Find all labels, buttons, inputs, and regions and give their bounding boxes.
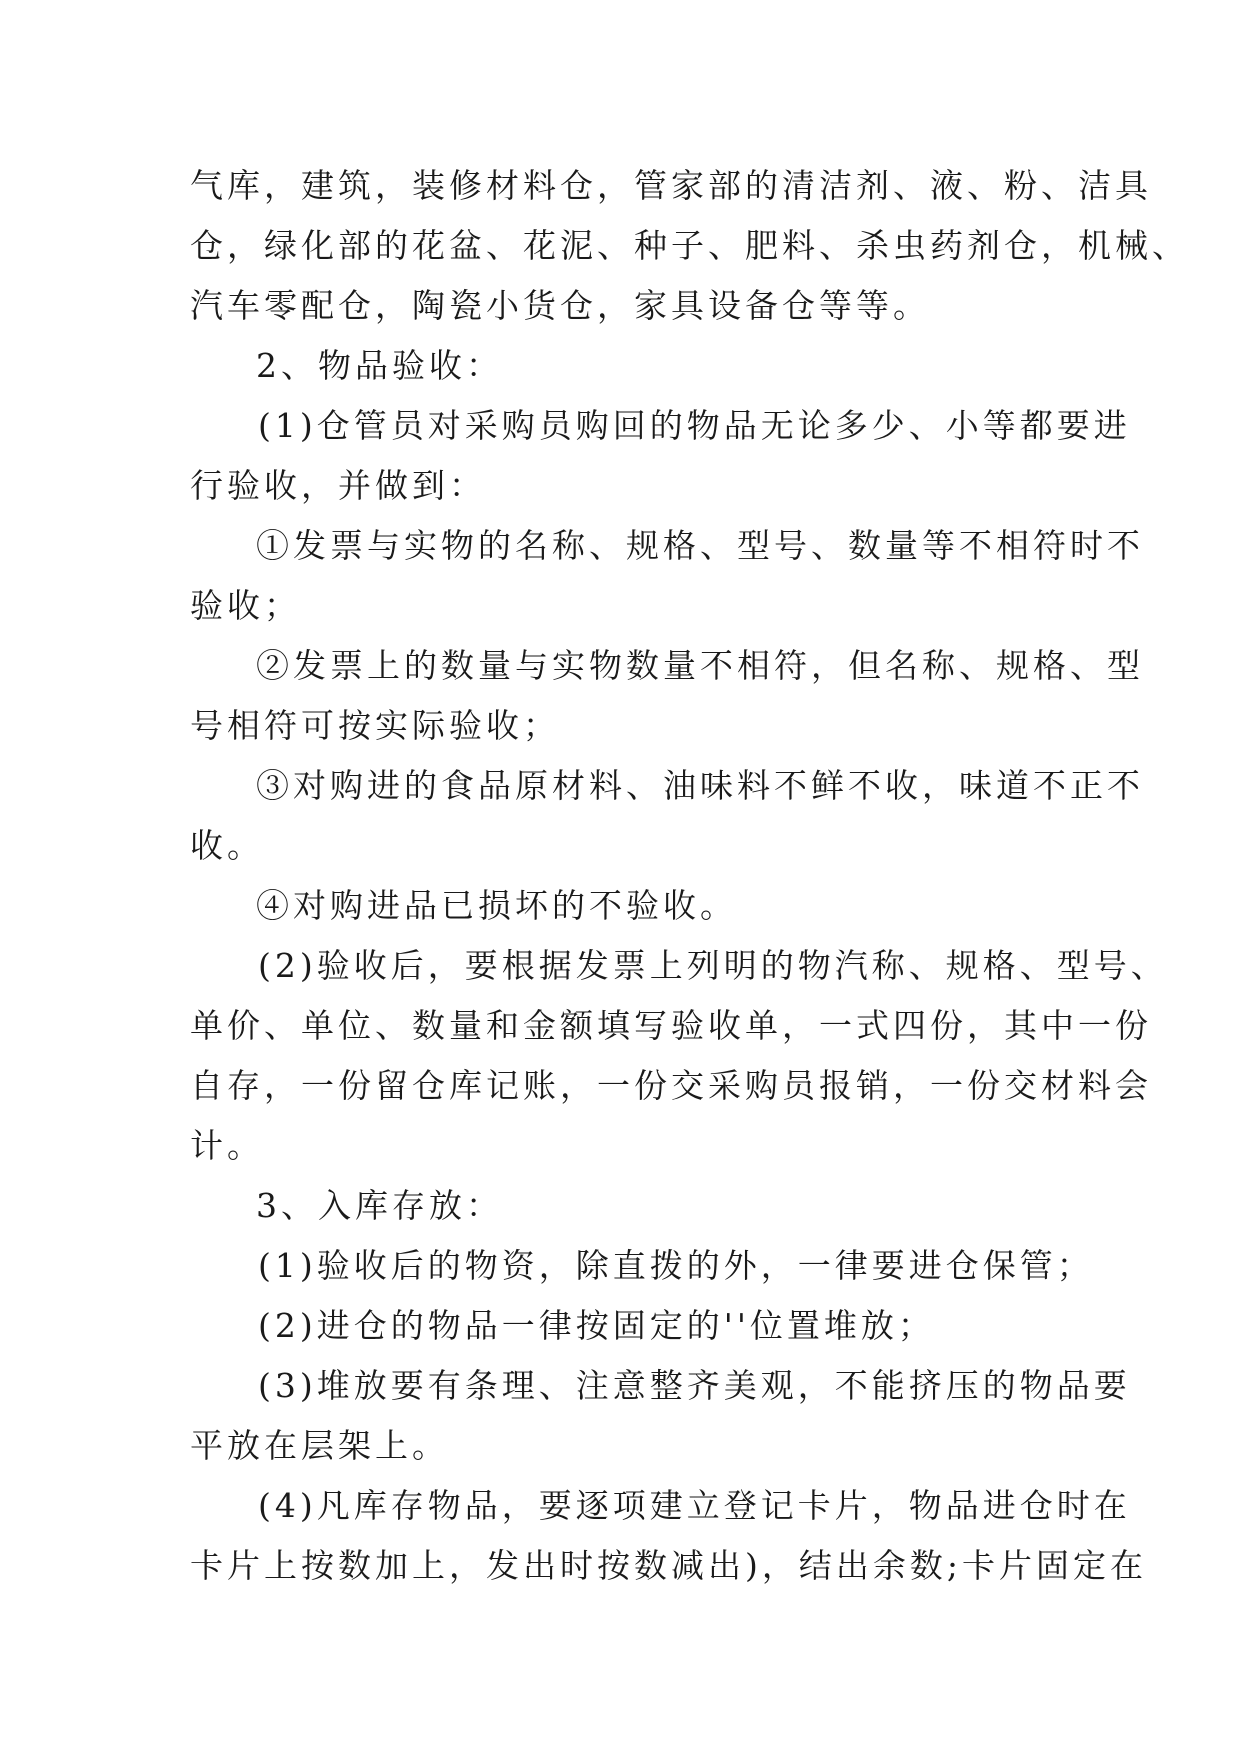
text-line: (1)仓管员对采购员购回的物品无论多少、小等都要进 (258, 406, 1131, 445)
text-line: ④对购进品已损坏的不验收。 (256, 886, 737, 925)
text-line: ①发票与实物的名称、规格、型号、数量等不相符时不 (256, 526, 1144, 565)
text-line: 号相符可按实际验收； (190, 706, 560, 745)
text-line: ②发票上的数量与实物数量不相符，但名称、规格、型 (256, 646, 1144, 685)
text-line: ③对购进的食品原材料、油味料不鲜不收，味道不正不 (256, 766, 1144, 805)
text-line: 卡片上按数加上，发出时按数减出)，结出余数;卡片固定在 (190, 1546, 1147, 1585)
text-line: 收。 (190, 826, 264, 865)
text-line: 自存，一份留仓库记账，一份交采购员报销，一份交材料会 (190, 1066, 1152, 1105)
text-line: 汽车零配仓，陶瓷小货仓，家具设备仓等等。 (190, 286, 930, 325)
section-heading: 2、物品验收： (256, 346, 503, 385)
document-body (190, 156, 1189, 1596)
text-line: (4)凡库存物品，要逐项建立登记卡片，物品进仓时在 (258, 1486, 1131, 1525)
text-line: 计。 (190, 1126, 264, 1165)
text-line: (3)堆放要有条理、注意整齐美观，不能挤压的物品要 (258, 1366, 1131, 1405)
text-line: (2)进仓的物品一律按固定的''位置堆放； (258, 1306, 935, 1345)
text-line: 平放在层架上。 (190, 1426, 449, 1465)
text-line: 仓，绿化部的花盆、花泥、种子、肥料、杀虫药剂仓，机械、 (190, 226, 1189, 265)
text-line: (2)验收后，要根据发票上列明的物汽称、规格、型号、 (258, 946, 1168, 985)
text-line: 行验收，并做到： (190, 466, 486, 505)
text-line: 气库，建筑，装修材料仓，管家部的清洁剂、液、粉、洁具 (190, 166, 1152, 205)
text-line: 单价、单位、数量和金额填写验收单，一式四份，其中一份 (190, 1006, 1152, 1045)
text-line: (1)验收后的物资，除直拨的外，一律要进仓保管； (258, 1246, 1094, 1285)
text-line: 验收； (190, 586, 301, 625)
section-heading: 3、入库存放： (256, 1186, 503, 1225)
